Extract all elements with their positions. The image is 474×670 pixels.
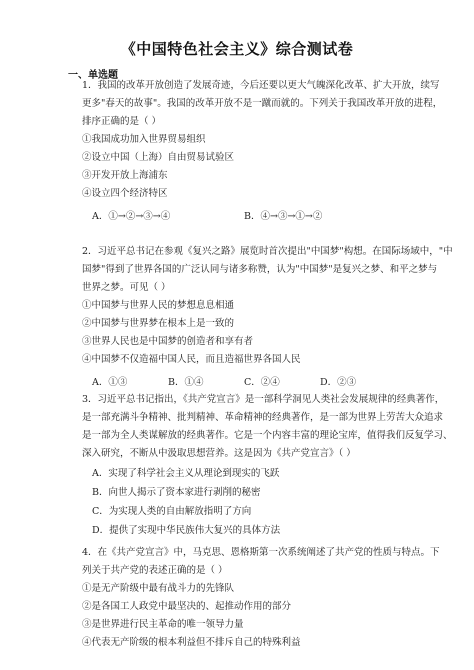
q3-stem-line-2: 是一部充满斗争精神、批判精神、革命精神的经典著作，是一部为世界上劳苦大众追求 — [82, 412, 444, 423]
q4-item-1: ①是无产阶级中最有战斗力的先锋队 — [82, 583, 235, 594]
q2-item-4: ④中国梦不仅造福中国人民，而且造福世界各国人民 — [82, 354, 301, 365]
q4-stem-line-1: 4．在《共产党宣言》中，马克思、恩格斯第一次系统阐述了共产党的性质与特点。下 — [82, 547, 440, 558]
q1-item-4: ④设立四个经济特区 — [82, 188, 168, 199]
q2-stem-line-2: 国梦"得到了世界各国的广泛认同与诸多称赞，认为"中国梦"是复兴之梦、和平之梦与 — [82, 264, 438, 275]
q4-item-4: ④代表无产阶级的根本利益但不排斥自己的特殊利益 — [82, 637, 301, 648]
q2-option-a[interactable]: A．①③ — [92, 377, 128, 388]
q4-item-2: ②是各国工人政党中最坚决的、起推动作用的部分 — [82, 601, 292, 612]
q3-stem-line-1: 3．习近平总书记指出，《共产党宣言》是一部科学洞见人类社会发展规律的经典著作， — [82, 394, 445, 405]
q2-item-3: ③世界人民也是中国梦的创造者和享有者 — [82, 336, 254, 347]
q2-option-d[interactable]: D．②③ — [320, 377, 357, 388]
q2-item-1: ①中国梦与世界人民的梦想息息相通 — [82, 300, 235, 311]
q3-option-a[interactable]: A．实现了科学社会主义从理论到现实的飞跃 — [92, 468, 280, 479]
q4-item-3: ③是世界进行民主革命的唯一领导力量 — [82, 619, 244, 630]
q3-option-b[interactable]: B．向世人揭示了资本家进行剥削的秘密 — [92, 487, 261, 498]
q1-option-b[interactable]: B．④→③→①→② — [244, 211, 323, 222]
q3-stem-line-3: 是一部为全人类谋解放的经典著作。它是一个内容丰富的理论宝库，值得我们反复学习、 — [82, 430, 453, 441]
q2-option-c[interactable]: C．②④ — [244, 377, 280, 388]
q3-option-d[interactable]: D．提供了实现中华民族伟大复兴的具体方法 — [92, 525, 281, 536]
q1-stem-line-3: 排序正确的是（ ） — [82, 116, 162, 127]
page-title: 《中国特色社会主义》综合测试卷 — [120, 40, 354, 58]
q1-item-3: ③开发开放上海浦东 — [82, 170, 168, 181]
q2-option-b[interactable]: B．①④ — [168, 377, 204, 388]
q3-option-c[interactable]: C．为实现人类的自由解放指明了方向 — [92, 506, 252, 517]
q2-stem-line-3: 世界之梦。可见（ ） — [82, 282, 171, 293]
q4-stem-line-2: 列关于共产党的表述正确的是（ ） — [82, 565, 228, 576]
q2-stem-line-1: 2．习近平总书记在参观《复兴之路》展览时首次提出"中国梦"构想。在国际场域中，"中 — [82, 246, 453, 257]
q2-item-2: ②中国梦与世界梦在根本上是一致的 — [82, 318, 235, 329]
q3-stem-line-4: 深入研究，不断从中汲取思想营养。这是因为《共产党宣言》（ ） — [82, 448, 356, 459]
q1-stem-line-2: 更多"春天的故事"。我国的改革开放不是一蹴而就的。下列关于我国改革开放的进程， — [82, 98, 443, 109]
q1-item-2: ②设立中国（上海）自由贸易试验区 — [82, 152, 235, 163]
q1-option-a[interactable]: A．①→②→③→④ — [92, 211, 171, 222]
q1-stem-line-1: 1．我国的改革开放创造了发展奇迹，今后还要以更大气魄深化改革、扩大开放，续写 — [82, 80, 440, 91]
q1-item-1: ①我国成功加入世界贸易组织 — [82, 134, 206, 145]
section-heading: 一、单选题 — [68, 70, 118, 81]
